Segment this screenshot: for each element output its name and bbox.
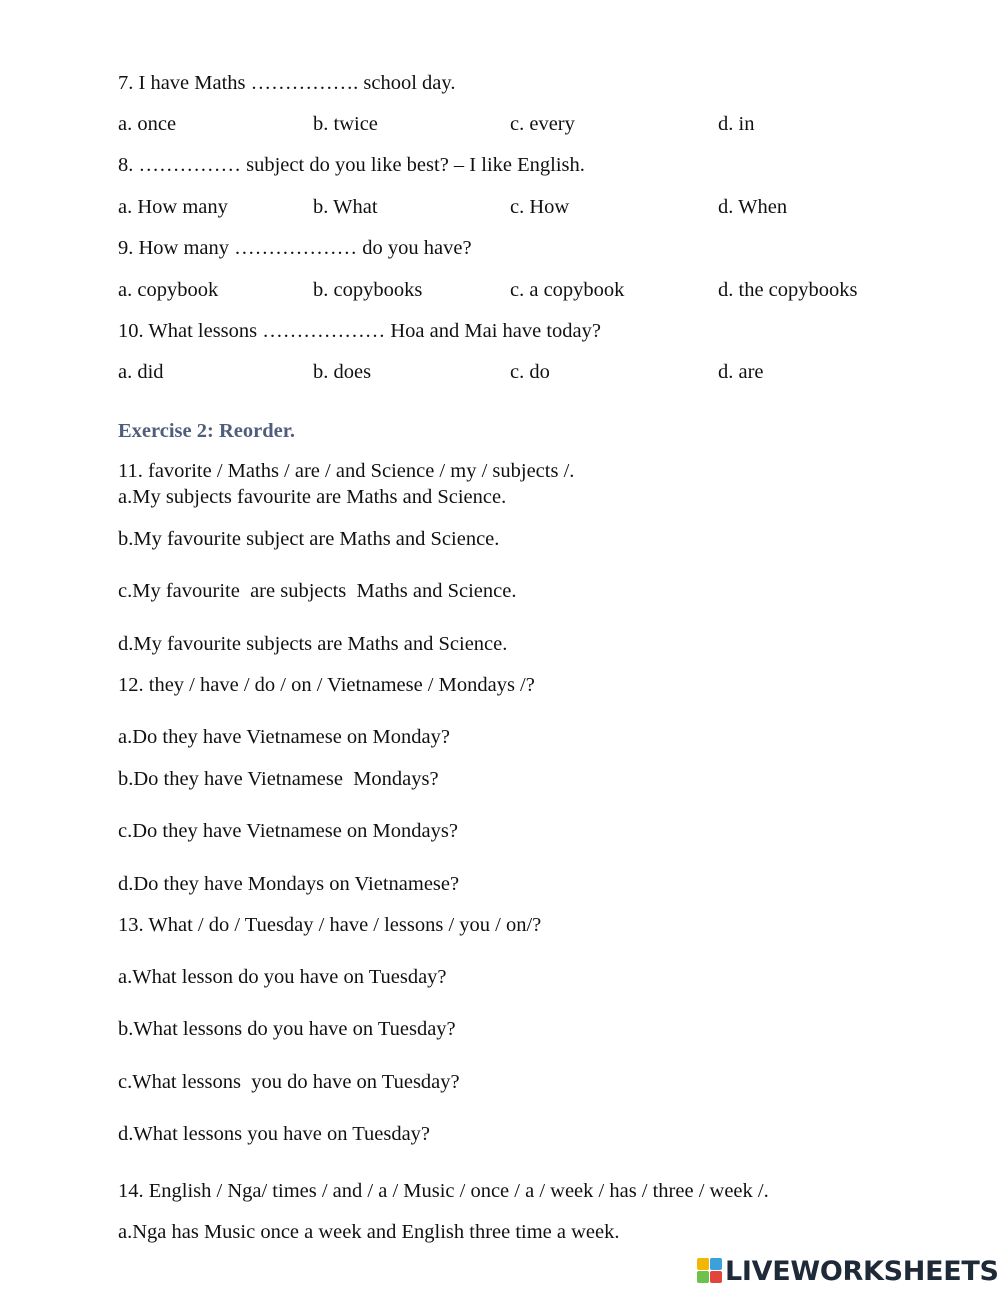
- liveworksheets-logo-icon: [697, 1258, 723, 1284]
- question-9-option-d[interactable]: d. the copybooks: [718, 279, 858, 301]
- question-8-prompt: 8. …………… subject do you like best? – I like English.: [118, 154, 585, 176]
- liveworksheets-logo: [697, 1256, 999, 1286]
- question-7-option-b[interactable]: b. twice: [313, 113, 378, 135]
- question-13-option-d[interactable]: d.What lessons you have on Tuesday?: [118, 1123, 431, 1145]
- question-9-option-b[interactable]: b. copybooks: [313, 279, 423, 301]
- question-11-option-b[interactable]: b.My favourite subject are Maths and Science.: [118, 528, 500, 550]
- question-10-option-d[interactable]: d. are: [718, 361, 764, 383]
- question-9-option-a[interactable]: a. copybook: [118, 279, 219, 301]
- question-14-option-a[interactable]: a.Nga has Music once a week and English three time a week.: [118, 1221, 620, 1243]
- question-13-prompt: 13. What / do / Tuesday / have / lessons / you / on/?: [118, 914, 542, 936]
- question-12-prompt: 12. they / have / do / on / Vietnamese / Mondays /?: [118, 674, 535, 696]
- question-11-option-a[interactable]: a.My subjects favourite are Maths and Science.: [118, 486, 507, 508]
- exercise-2-heading: Exercise 2: Reorder.: [118, 420, 296, 442]
- question-12-option-c[interactable]: c.Do they have Vietnamese on Mondays?: [118, 820, 458, 842]
- question-7-option-a[interactable]: a. once: [118, 113, 177, 135]
- question-11-option-c[interactable]: c.My favourite are subjects Maths and Science.: [118, 580, 517, 602]
- question-9-prompt: 9. How many ……………… do you have?: [118, 237, 472, 259]
- question-13-option-c[interactable]: c.What lessons you do have on Tuesday?: [118, 1071, 460, 1093]
- question-13-option-a[interactable]: a.What lesson do you have on Tuesday?: [118, 966, 447, 988]
- question-7-option-c[interactable]: c. every: [510, 113, 575, 135]
- question-10-option-c[interactable]: c. do: [510, 361, 550, 383]
- question-12-option-b[interactable]: b.Do they have Vietnamese Mondays?: [118, 768, 439, 790]
- question-12-option-a[interactable]: a.Do they have Vietnamese on Monday?: [118, 726, 450, 748]
- question-14-prompt: 14. English / Nga/ times / and / a / Music / once / a / week / has / three / week /.: [118, 1180, 769, 1202]
- question-8-option-b[interactable]: b. What: [313, 196, 378, 218]
- liveworksheets-logo-text: LIVEWORKSHEETS: [725, 1255, 999, 1287]
- question-7-option-d[interactable]: d. in: [718, 113, 755, 135]
- question-11-prompt: 11. favorite / Maths / are / and Science / my / subjects /.: [118, 460, 575, 482]
- question-8-option-d[interactable]: d. When: [718, 196, 788, 218]
- question-8-option-a[interactable]: a. How many: [118, 196, 228, 218]
- question-7-prompt: 7. I have Maths ……………. school day.: [118, 72, 456, 94]
- question-8-option-c[interactable]: c. How: [510, 196, 570, 218]
- question-12-option-d[interactable]: d.Do they have Mondays on Vietnamese?: [118, 873, 460, 895]
- question-9-option-c[interactable]: c. a copybook: [510, 279, 625, 301]
- question-10-prompt: 10. What lessons ……………… Hoa and Mai have today?: [118, 320, 601, 342]
- question-13-option-b[interactable]: b.What lessons do you have on Tuesday?: [118, 1018, 456, 1040]
- question-11-option-d[interactable]: d.My favourite subjects are Maths and Science.: [118, 633, 508, 655]
- question-10-option-a[interactable]: a. did: [118, 361, 164, 383]
- question-10-option-b[interactable]: b. does: [313, 361, 372, 383]
